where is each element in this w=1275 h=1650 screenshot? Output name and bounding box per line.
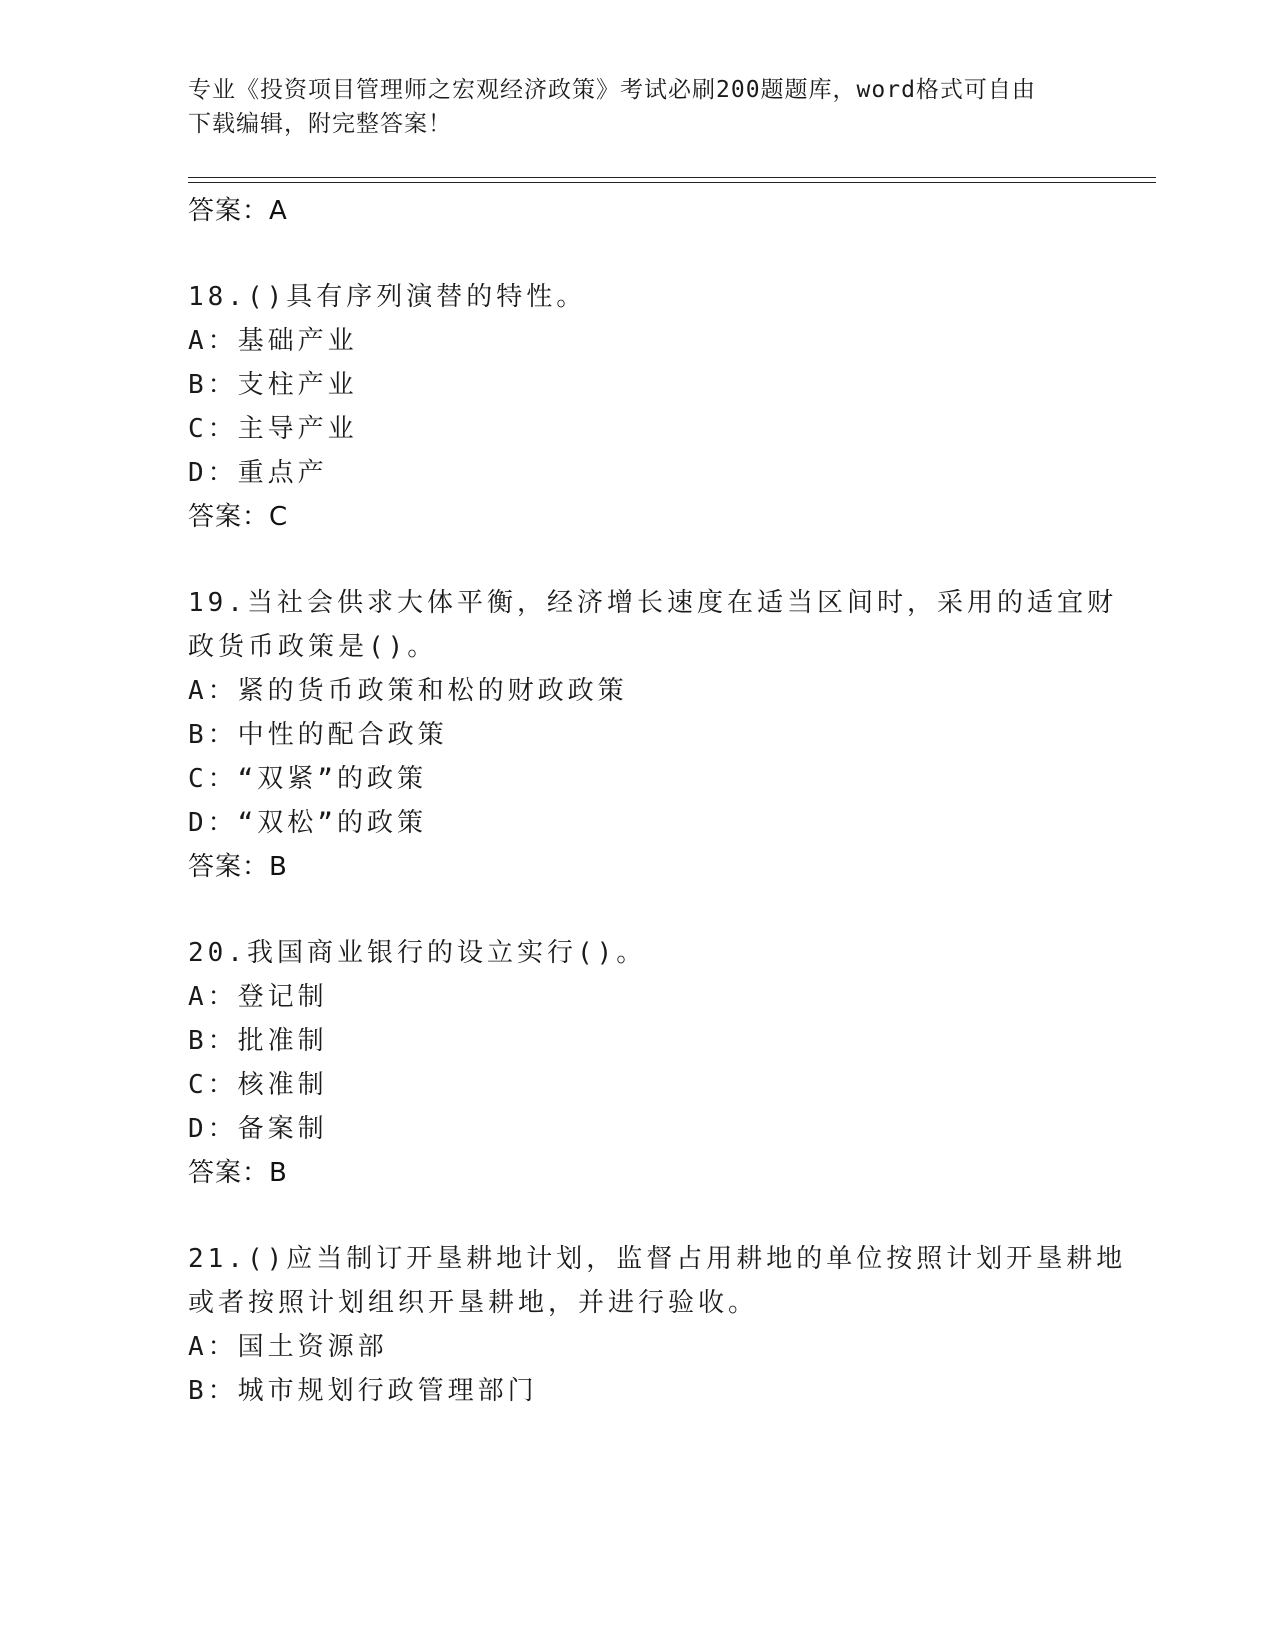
question-18-option-d: D：重点产 bbox=[188, 458, 328, 488]
question-19-option-a: A：紧的货币政策和松的财政政策 bbox=[188, 676, 628, 706]
question-21-stem-line-2: 或者按照计划组织开垦耕地，并进行验收。 bbox=[188, 1288, 759, 1318]
question-19-stem-line-2: 政货币政策是()。 bbox=[188, 632, 438, 662]
question-21-stem-line-1: 21.()应当制订开垦耕地计划，监督占用耕地的单位按照计划开垦耕地 bbox=[188, 1244, 1127, 1274]
question-19-stem-line-1: 19.当社会供求大体平衡，经济增长速度在适当区间时，采用的适宜财 bbox=[188, 588, 1117, 618]
question-18-option-b: B：支柱产业 bbox=[188, 370, 358, 400]
header-rule-bottom bbox=[188, 182, 1156, 183]
answer-17: 答案：A bbox=[188, 196, 288, 226]
header-rule-top bbox=[188, 177, 1156, 178]
answer-18: 答案：C bbox=[188, 502, 289, 532]
page-header bbox=[188, 73, 1088, 141]
answer-19: 答案：B bbox=[188, 852, 288, 882]
question-19-option-c: C：“双紧”的政策 bbox=[188, 764, 427, 794]
question-21-option-a: A：国土资源部 bbox=[188, 1332, 388, 1362]
header-line-2: 下载编辑，附完整答案！ bbox=[188, 111, 452, 137]
question-21-option-b: B：城市规划行政管理部门 bbox=[188, 1376, 538, 1406]
question-20-stem: 20.我国商业银行的设立实行()。 bbox=[188, 938, 647, 968]
question-19-option-b: B：中性的配合政策 bbox=[188, 720, 448, 750]
question-20-option-c: C：核准制 bbox=[188, 1070, 328, 1100]
question-18-option-c: C：主导产业 bbox=[188, 414, 358, 444]
header-line-1: 专业《投资项目管理师之宏观经济政策》考试必刷200题题库，word格式可自由 bbox=[188, 77, 1036, 103]
answer-20: 答案：B bbox=[188, 1158, 288, 1188]
question-20-option-b: B：批准制 bbox=[188, 1026, 328, 1056]
question-18-option-a: A：基础产业 bbox=[188, 326, 358, 356]
question-20-option-d: D：备案制 bbox=[188, 1114, 328, 1144]
question-19-option-d: D：“双松”的政策 bbox=[188, 808, 427, 838]
question-20-option-a: A：登记制 bbox=[188, 982, 328, 1012]
question-18-stem: 18.()具有序列演替的特性。 bbox=[188, 282, 587, 312]
